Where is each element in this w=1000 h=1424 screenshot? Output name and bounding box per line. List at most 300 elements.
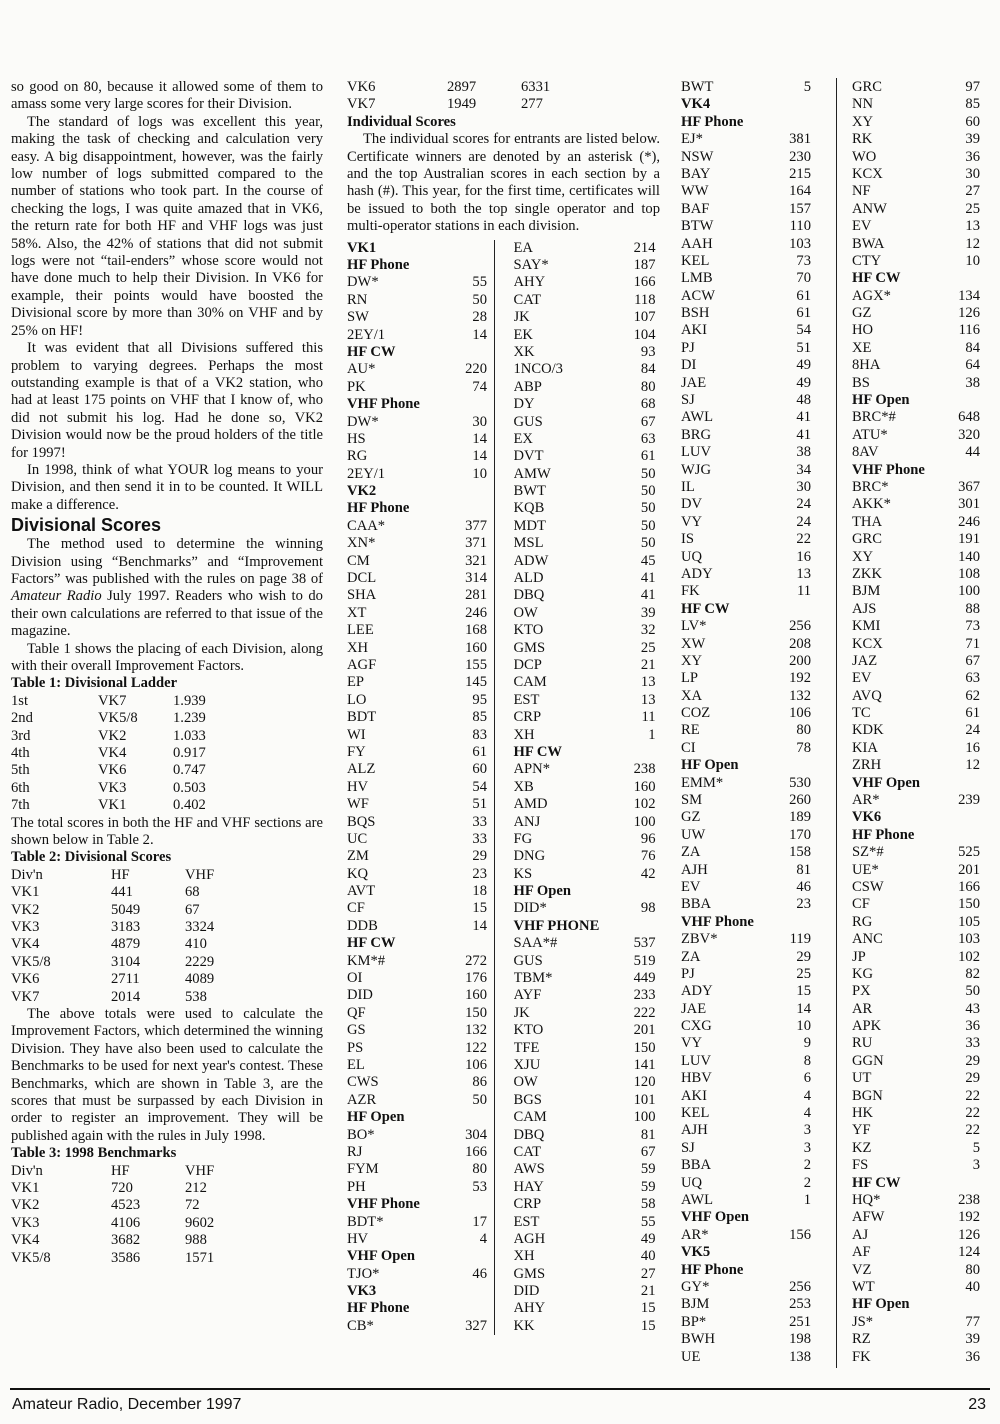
score: 55 [640,1213,656,1230]
score: 140 [958,548,980,565]
score: 67 [640,1143,656,1160]
score: 44 [965,444,980,461]
callsign: EA [513,239,533,256]
score-row [852,531,987,548]
score-row [514,1283,661,1300]
callsign: WT [852,1278,875,1295]
score: 71 [965,635,980,652]
score-row [681,879,829,896]
score: 70 [796,270,811,287]
score-row [852,966,987,983]
category-heading: VK6 [852,809,882,826]
divisional-scores-table [11,867,323,1006]
callsign: AFW [852,1209,885,1226]
score: 126 [958,1226,980,1243]
callsign: EX [513,430,533,447]
footer-rule [10,1388,990,1390]
score-row [347,727,494,744]
score-row [347,1231,494,1248]
callsign: XK [513,343,535,360]
score: 5 [972,1139,980,1156]
callsign: AU* [347,361,376,378]
callsign: PJ [681,965,695,982]
callsign: GUS [513,413,543,430]
score: 107 [633,309,656,326]
score-row [852,653,987,670]
table-cell: VK2 [98,727,127,744]
score-row [681,288,829,305]
score: 25 [965,200,980,217]
callsign: EL [347,1056,365,1073]
paragraph: Table 1 shows the placing of each Division, along with their overall Improvement Factors. [11,640,323,674]
score-row [852,792,987,809]
callsign: EV [852,218,872,235]
score-row [852,166,987,183]
table-cell: VK7 [347,96,376,113]
score: 3 [803,1139,811,1156]
score: 158 [789,844,811,861]
score: 160 [465,639,487,656]
score-row [514,831,661,848]
table-cell: 0.917 [173,744,206,761]
callsign: ANC [852,931,883,948]
callsign: EMM* [681,774,724,791]
table-cell: 3104 [111,953,141,970]
table-cell: VK1 [98,797,127,814]
callsign: CF [852,896,870,913]
score-row [347,466,494,483]
category-heading: HF CW [513,743,563,760]
score: 27 [640,1265,656,1282]
table-cell: 0.747 [173,762,206,779]
score: 11 [796,583,811,600]
callsign: BO* [347,1126,375,1143]
score-row [852,949,987,966]
callsign: FK [681,583,700,600]
score-row [347,900,494,917]
callsign: UQ [681,548,703,565]
score: 371 [465,535,487,552]
score-row [514,605,661,622]
score: 48 [796,392,811,409]
callsign: CM [347,552,370,569]
score: 10 [796,1018,811,1035]
score: 15 [472,900,487,917]
callsign: XY [852,113,874,130]
score: 84 [640,361,656,378]
callsign: RN [347,291,368,308]
score-row [514,309,661,326]
category-heading: HF Phone [852,826,915,843]
score: 138 [789,1348,811,1365]
callsign: AMD [513,796,548,813]
callsign: AKI [681,1087,707,1104]
score: 13 [640,674,656,691]
score: 251 [789,1313,811,1330]
score-row [681,1157,829,1174]
score-row [681,1053,829,1070]
callsign: BRG [681,426,712,443]
table-cell: 3682 [111,1232,141,1249]
callsign: KEL [681,1105,710,1122]
callsign: GS [347,1022,366,1039]
score: 17 [472,1213,487,1230]
callsign: AGF [347,657,377,673]
score: 62 [965,687,980,704]
table-cell: 1949 [447,96,477,113]
score-row [514,709,661,726]
callsign: PJ [681,339,695,356]
callsign: XY [681,652,703,669]
score: 81 [796,861,811,878]
callsign: ANJ [513,813,541,830]
callsign: GZ [852,305,872,322]
score-row [514,900,661,917]
category-heading: VHF Open [852,774,920,791]
score-row [514,1318,661,1335]
score: 60 [965,113,980,130]
callsign: AJ [852,1226,869,1243]
paragraph: The above totals were used to calculate the Improvement Factors, which determined the winning Division. They have also been used to calculate the Benchmarks to be used for next year's contest. These Benchmarks, which are shown in Table 3, are the scores that must be surpassed by each Division in order to register an improvement. They will be published again with the rules in July 1998. [11,1005,323,1144]
score-row [347,761,494,778]
score: 648 [958,409,980,426]
table-row [11,902,323,919]
score: 191 [958,531,980,548]
score: 73 [796,252,811,269]
callsign: SAA*# [513,935,558,952]
category-heading: HF CW [681,600,730,617]
callsign: LUV [681,444,711,461]
category-heading: VK4 [681,96,711,113]
score-row [347,1179,494,1196]
scores-list-left [347,240,495,1336]
category-heading: HF CW [347,343,396,360]
table-row [11,936,323,953]
callsign: AVT [347,883,376,900]
score-row [852,583,987,600]
callsign: DCP [513,657,542,673]
table-cell: VK6 [347,79,376,95]
score: 18 [472,883,487,900]
callsign: KQ [347,865,369,882]
score-row [681,479,829,496]
score: 39 [965,1331,980,1348]
callsign: ZM [347,848,369,865]
table-cell: 2014 [111,988,141,1005]
score-row [514,327,661,344]
table-row [11,954,323,971]
score-row [514,1022,661,1039]
score: 22 [965,1105,980,1122]
score-row [347,570,494,587]
score-row [347,361,494,378]
score: 16 [796,548,811,565]
callsign: DBQ [513,1126,545,1143]
score-row [347,866,494,883]
table-cell: VHF [185,866,215,883]
score-row [852,931,987,948]
callsign: IL [681,478,695,495]
category-heading: HF Open [513,883,571,900]
callsign: RK [852,131,873,148]
score: 24 [796,513,811,530]
score-row [852,253,987,270]
score-row [347,292,494,309]
callsign: SW [347,309,369,326]
callsign: DW* [347,413,379,430]
score: 253 [789,1296,811,1313]
callsign: JK [513,309,530,326]
score: 45 [640,552,656,569]
score-row [514,1196,661,1213]
category-heading: HF Open [852,392,910,409]
callsign: CAT [513,291,542,308]
score: 25 [796,965,811,982]
score: 59 [640,1161,656,1178]
score: 189 [789,809,811,826]
score-row [681,1331,829,1348]
score-row [681,827,829,844]
score: 68 [640,396,656,413]
text: The method used to determine the winning Division using “Benchmarks” and “Improvement Factors” was published with the rules on page 38 of [11,536,323,587]
table-row [11,1163,323,1180]
callsign: WI [347,726,366,743]
score: 122 [465,1039,487,1056]
table-cell: VK4 [98,744,127,761]
callsign: AYF [513,987,542,1004]
table-cell: 3183 [111,918,141,935]
category-heading: VHF Open [681,1209,749,1226]
score: 120 [633,1074,656,1091]
callsign: BWA [852,235,885,252]
score-row [681,201,829,218]
score: 36 [965,1348,980,1365]
score-row [681,236,829,253]
callsign: DID [513,1283,540,1300]
score-row [347,1005,494,1022]
score: 80 [472,1161,487,1178]
score: 61 [472,743,487,760]
score-row [681,966,829,983]
callsign: LEE [347,622,374,639]
callsign: UQ [681,1174,703,1191]
score-row [347,535,494,552]
callsign: HO [852,322,874,339]
score: 38 [796,444,811,461]
callsign: HV [347,778,369,795]
score-row [514,622,661,639]
callsign: BDT* [347,1213,384,1230]
table-cell: VK2 [11,901,40,918]
score: 43 [965,1000,980,1017]
callsign: SJ [681,1139,695,1156]
page-number: 23 [968,1396,986,1413]
callsign: CAM [513,674,547,691]
score-row [347,744,494,761]
score-row [347,883,494,900]
score-row [852,1070,987,1087]
score: 55 [472,274,487,291]
callsign: KG [852,965,874,982]
table-row [11,919,323,936]
score-row [681,1314,829,1331]
score: 41 [640,570,656,587]
callsign: AVQ [852,687,882,704]
score: 198 [789,1331,811,1348]
table-cell: VHF [185,1162,215,1179]
callsign: BAF [681,200,710,217]
score: 126 [958,305,980,322]
callsign: ATU* [852,426,888,443]
callsign: XT [347,604,367,621]
callsign: DVT [513,448,544,465]
score-row [681,1349,829,1366]
score: 51 [796,339,811,356]
score-row [852,322,987,339]
score-row [514,274,661,291]
score-row [681,705,829,722]
table-row [11,762,323,779]
callsign: AHY [513,1300,546,1317]
callsign: HQ* [852,1192,881,1208]
score-row [514,257,661,274]
score-row [852,1088,987,1105]
callsign: BWT [513,483,546,500]
score: 24 [796,496,811,513]
score-row [514,448,661,465]
callsign: KK [513,1317,535,1334]
score-row [681,253,829,270]
score-row [852,740,987,757]
category-heading: HF Open [347,1109,405,1126]
table-cell: 988 [185,1232,207,1249]
callsign: RG [347,448,368,465]
score: 83 [472,726,487,743]
divisional-ladder-table [11,693,323,815]
score: 160 [633,778,656,795]
score-row [514,344,661,361]
score-row [514,553,661,570]
callsign: 8AV [852,444,879,461]
score: 166 [633,274,656,291]
table-cell: HF [111,1162,130,1179]
score: 50 [640,517,656,534]
score: 41 [796,426,811,443]
score-row [514,987,661,1004]
table-row [347,96,660,113]
callsign: MDT [513,517,546,534]
score-row [681,514,829,531]
score-row [514,1266,661,1283]
score-row [347,587,494,604]
table-row [347,79,660,96]
score: 8 [803,1052,811,1069]
paragraph: In 1998, think of what YOUR log means to your Division, and then send it in to be counted. It WILL make a difference. [11,461,323,513]
category-heading: HF Phone [347,500,410,517]
score: 82 [965,965,980,982]
callsign: PK [347,378,366,395]
callsign: HS [347,430,366,447]
category-heading: VK5 [681,1244,711,1261]
table-cell: VK1 [11,1179,40,1196]
score: 46 [472,1265,487,1282]
score: 49 [640,1230,656,1247]
table-cell: 1st [11,692,29,709]
score: 21 [640,1283,656,1300]
table-cell: VK5/8 [11,953,51,970]
score-row [681,949,829,966]
category-heading: HF Phone [681,1261,744,1278]
score-row [852,496,987,513]
score-row [681,322,829,339]
callsign: GUS [513,952,543,969]
callsign: FY [347,743,366,760]
score: 14 [472,917,487,934]
table-cell: VK5/8 [98,710,138,727]
callsign: ALZ [347,761,376,778]
score-row [681,896,829,913]
category-heading: VHF Phone [852,461,925,478]
callsign: TBM* [513,970,553,987]
table-cell: 6th [11,779,30,796]
table-cell: VK2 [11,1197,40,1214]
score: 150 [465,1004,487,1021]
callsign: EP [347,674,365,691]
callsign: LO [347,691,367,708]
score: 39 [965,131,980,148]
callsign: WF [347,796,369,813]
score: 50 [640,500,656,517]
score-row [852,340,987,357]
callsign: CF [347,900,365,917]
score-row [347,1074,494,1091]
score-row [514,866,661,883]
callsign: DDB [347,917,378,934]
score-row [852,1314,987,1331]
score-row [681,1001,829,1018]
score-row [681,131,829,148]
score: 67 [640,413,656,430]
category-heading: VHF Open [347,1248,415,1265]
score-row [852,218,987,235]
score: 97 [965,79,980,95]
callsign: AR* [852,792,880,809]
score-row [681,462,829,479]
magazine-title: Amateur Radio [11,588,102,605]
score: 155 [465,657,487,673]
callsign: BRC*# [852,409,896,426]
score-row [347,622,494,639]
score: 80 [965,1261,980,1278]
callsign: THA [852,513,882,530]
score-row [514,379,661,396]
callsign: EJ* [681,131,703,148]
callsign: TFE [513,1039,540,1056]
score: 50 [965,983,980,1000]
score: 6 [803,1070,811,1087]
score: 14 [472,430,487,447]
score-row [514,292,661,309]
score: 119 [789,931,811,948]
callsign: AJS [852,600,877,617]
callsign: CXG [681,1018,712,1035]
score: 29 [472,848,487,865]
text: July 1997. Readers who wish to do their own calculations are referred to that issue of the magazine. [11,588,323,640]
table-row [11,1197,323,1214]
score-row [681,1192,829,1209]
callsign: HBV [681,1070,712,1087]
score: 100 [958,583,980,600]
